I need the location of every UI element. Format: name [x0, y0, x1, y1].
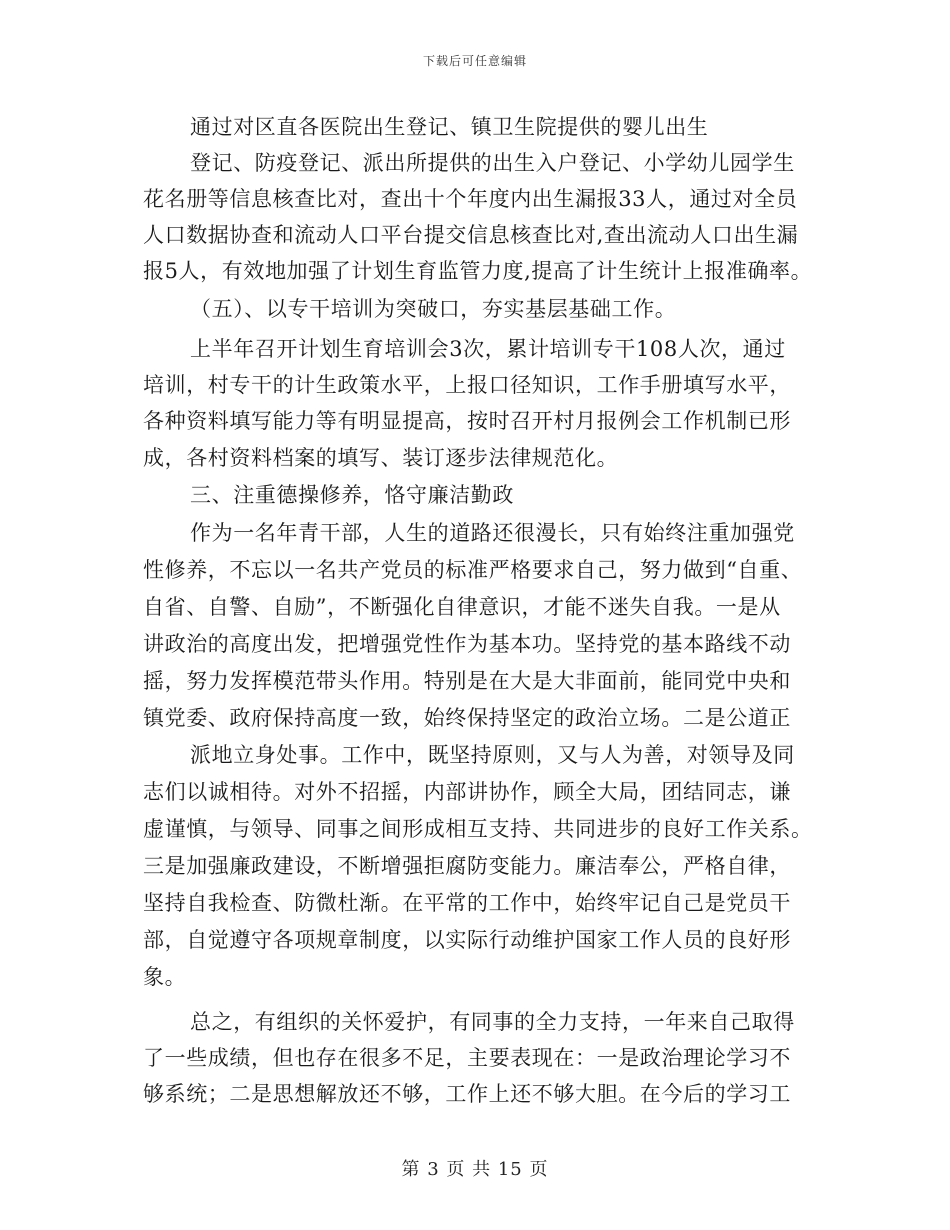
- text-line: 成，各村资料档案的填写、装订逐步法律规范化。: [143, 446, 619, 470]
- text-line: 性修养，不忘以一名共产党员的标准严格要求自己，努力做到“自重、: [143, 558, 803, 582]
- text-line: 总之，有组织的关怀爱护，有同事的全力支持，一年来自己取得: [190, 1010, 795, 1034]
- text-line: 虚谨慎，与领导、同事之间形成相互支持、共同进步的良好工作关系。: [143, 817, 813, 841]
- text-line: 花名册等信息核查比对，查出十个年度内出生漏报33人，通过对全员: [143, 187, 798, 211]
- header-note: 下载后可任意编辑: [422, 54, 527, 68]
- text-line: 各种资料填写能力等有明显提高，按时召开村月报例会工作机制已形: [143, 409, 791, 433]
- text-line: 三是加强廉政建设，不断增强拒腐防变能力。廉洁奉公，严格自律，: [143, 854, 791, 878]
- text-line: 作为一名年青干部，人生的道路还很漫长，只有始终注重加强党: [190, 521, 795, 545]
- text-line: 培训，村专干的计生政策水平，上报口径知识，工作手册填写水平，: [143, 373, 791, 397]
- text-line: 讲政治的高度出发，把增强党性作为基本功。坚持党的基本路线不动: [143, 632, 791, 656]
- page-number-footer: 第 3 页 共 15 页: [401, 1159, 549, 1180]
- text-line: 自省、自警、自励”，不断强化自律意识，才能不迷失自我。一是从: [143, 595, 781, 619]
- text-line: 摇，努力发挥模范带头作用。特别是在大是大非面前，能同党中央和: [143, 669, 791, 693]
- text-line: 坚持自我检查、防微杜渐。在平常的工作中，始终牢记自己是党员干: [143, 891, 791, 915]
- text-line: 志们以诚相待。对外不招摇，内部讲协作，顾全大局，团结同志，谦: [143, 780, 791, 804]
- text-line: 镇党委、政府保持高度一致，始终保持坚定的政治立场。二是公道正: [143, 706, 791, 730]
- text-line: 上半年召开计划生育培训会3次，累计培训专干108人次，通过: [190, 337, 786, 361]
- text-line: 象。: [143, 965, 187, 989]
- text-line: 通过对区直各医院出生登记、镇卫生院提供的婴儿出生: [190, 115, 709, 139]
- section-heading: （五）、以专干培训为突破口，夯实基层基础工作。: [190, 297, 677, 321]
- text-line: 够系统；二是思想解放还不够，工作上还不够大胆。在今后的学习工: [143, 1082, 791, 1106]
- text-line: 了一些成绩，但也存在很多不足，主要表现在：一是政治理论学习不: [143, 1046, 791, 1070]
- text-line: 报5人，有效地加强了计划生育监管力度,提高了计生统计上报准确率。: [143, 259, 813, 283]
- section-heading: 三、注重德操修养，恪守廉洁勤政: [190, 483, 514, 507]
- text-line: 登记、防疫登记、派出所提供的出生入户登记、小学幼儿园学生: [190, 151, 795, 175]
- text-line: 人口数据协查和流动人口平台提交信息核查比对,查出流动人口出生漏: [143, 223, 799, 247]
- text-line: 部，自觉遵守各项规章制度，以实际行动维护国家工作人员的良好形: [143, 928, 791, 952]
- text-line: 派地立身处事。工作中，既坚持原则，又与人为善，对领导及同: [190, 743, 795, 767]
